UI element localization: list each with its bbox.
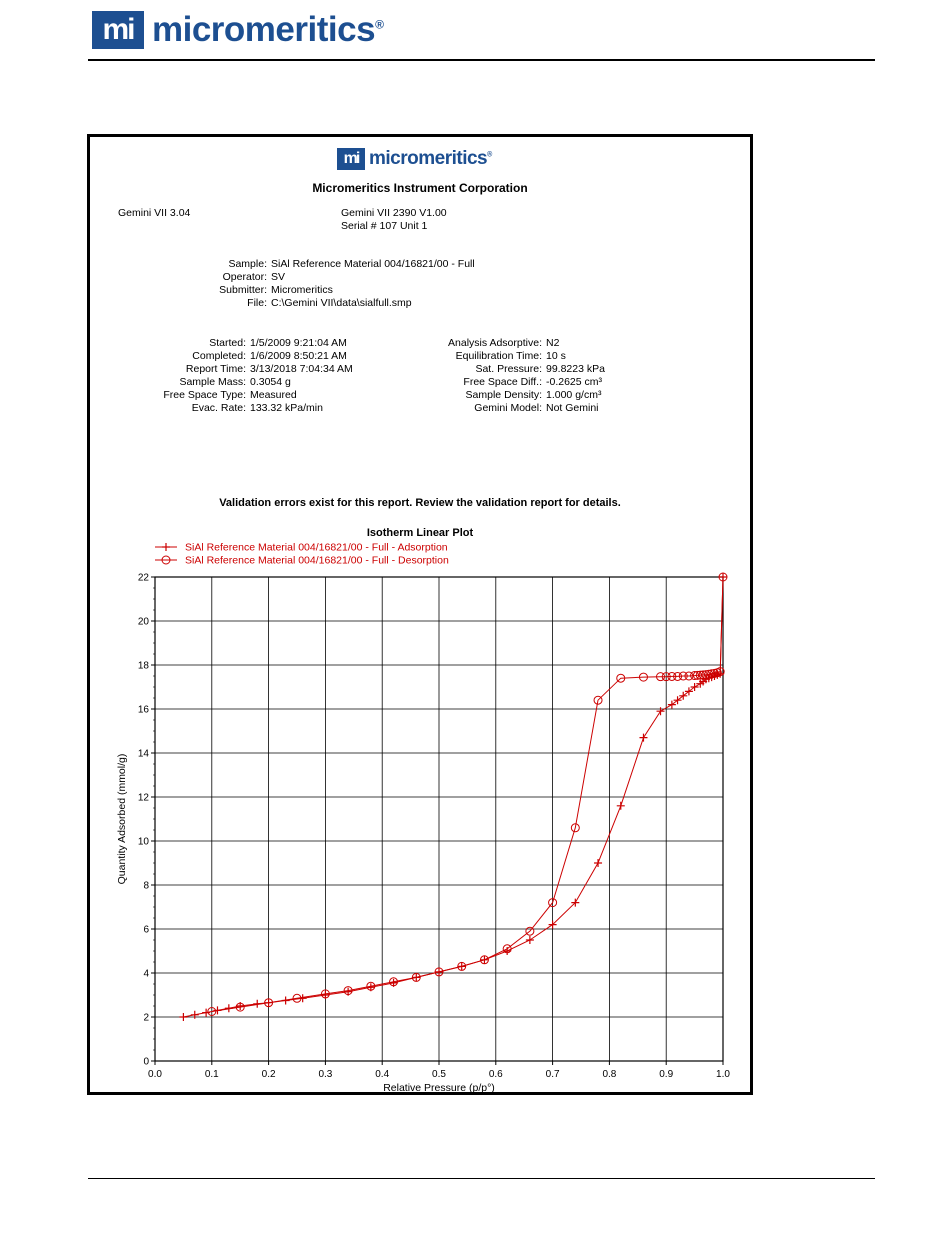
x-tick-label: 0.8 — [602, 1069, 617, 1080]
param-label: File: — [247, 297, 267, 309]
param-label: Equilibration Time: — [455, 350, 542, 362]
param-row — [93, 297, 475, 310]
y-tick-label: 6 — [143, 924, 149, 936]
param-value: 3/13/2018 7:04:34 AM — [250, 363, 353, 375]
param-row — [93, 389, 353, 402]
serial-number: Serial # 107 Unit 1 — [341, 220, 428, 232]
param-value: 133.32 kPa/min — [250, 402, 323, 414]
param-value: 1/5/2009 9:21:04 AM — [250, 337, 347, 349]
footer-rule — [88, 1178, 875, 1179]
param-value: Not Gemini — [546, 402, 599, 414]
series-line — [212, 577, 723, 1012]
param-label: Submitter: — [219, 284, 267, 296]
adsorption-point — [668, 701, 676, 709]
param-value: SV — [271, 271, 286, 283]
company-name: Micromeritics Instrument Corporation — [312, 181, 528, 195]
param-row — [93, 350, 353, 363]
isotherm-chart — [90, 537, 750, 1097]
param-row — [93, 258, 475, 271]
page-header-logo — [92, 8, 383, 52]
instrument-version: Gemini VII 2390 V1.00 — [341, 207, 447, 219]
x-tick-label: 0.1 — [204, 1069, 219, 1080]
x-tick-label: 0.2 — [261, 1069, 276, 1080]
param-label: Evac. Rate: — [191, 402, 246, 414]
x-axis-label: Relative Pressure (p/p°) — [383, 1082, 495, 1094]
param-row — [93, 337, 353, 350]
param-value: Measured — [250, 389, 297, 401]
legend-entry: SiAl Reference Material 004/16821/00 - Full - Adsorption — [185, 541, 448, 554]
param-row — [93, 271, 475, 284]
adsorption-point — [179, 1013, 187, 1021]
adsorption-point — [617, 802, 625, 810]
param-row — [435, 350, 605, 363]
param-row — [93, 284, 475, 297]
logo-mark: mi — [92, 11, 144, 49]
param-label: Report Time: — [185, 363, 246, 375]
y-tick-label: 12 — [137, 792, 149, 804]
param-row — [435, 402, 605, 415]
param-label: Operator: — [222, 271, 267, 283]
param-row — [435, 376, 605, 389]
sample-info-block — [93, 258, 475, 310]
report-logo-mark: mi — [337, 148, 365, 170]
report-logo-wordmark: micromeritics® — [369, 148, 492, 169]
param-row — [435, 337, 605, 350]
report-frame — [87, 134, 753, 1095]
param-row — [435, 389, 605, 402]
param-value: 10 s — [546, 350, 566, 362]
adsorption-point — [202, 1009, 210, 1017]
x-tick-label: 0.0 — [148, 1069, 162, 1080]
y-tick-label: 22 — [137, 572, 149, 584]
param-value: N2 — [546, 337, 560, 349]
header-rule — [88, 59, 875, 61]
legend-entry: SiAl Reference Material 004/16821/00 - Full - Desorption — [185, 554, 449, 567]
report-logo — [337, 148, 492, 170]
param-value: SiAl Reference Material 004/16821/00 - Full — [271, 258, 475, 270]
adsorption-point — [594, 859, 602, 867]
param-value: 0.3054 g — [250, 376, 291, 388]
right-params-block — [435, 337, 605, 415]
y-tick-label: 8 — [143, 880, 149, 892]
y-tick-label: 0 — [143, 1056, 149, 1068]
param-value: -0.2625 cm³ — [546, 376, 603, 388]
param-value: Micromeritics — [271, 284, 333, 296]
param-label: Free Space Diff.: — [463, 376, 542, 388]
legend-marker-plus — [162, 543, 170, 551]
param-value: C:\Gemini VII\data\sialfull.smp — [271, 297, 412, 309]
adsorption-point — [657, 707, 665, 715]
param-value: 1.000 g/cm³ — [546, 389, 602, 401]
param-row — [435, 363, 605, 376]
y-tick-label: 2 — [143, 1012, 149, 1024]
param-label: Started: — [209, 337, 246, 349]
x-tick-label: 0.6 — [488, 1069, 503, 1080]
x-tick-label: 0.3 — [318, 1069, 333, 1080]
x-tick-label: 1.0 — [716, 1069, 730, 1080]
adsorption-point — [639, 734, 647, 742]
y-tick-label: 4 — [143, 968, 149, 980]
software-version: Gemini VII 3.04 — [118, 207, 191, 219]
param-label: Completed: — [192, 350, 246, 362]
param-label: Free Space Type: — [163, 389, 246, 401]
param-row — [93, 363, 353, 376]
y-axis-label: Quantity Adsorbed (mmol/g) — [116, 753, 128, 885]
y-tick-label: 18 — [137, 660, 149, 672]
adsorption-point — [526, 936, 534, 944]
param-value: 99.8223 kPa — [546, 363, 605, 375]
x-tick-label: 0.5 — [432, 1069, 446, 1080]
param-row — [93, 376, 353, 389]
param-label: Sat. Pressure: — [475, 363, 542, 375]
param-label: Gemini Model: — [474, 402, 542, 414]
y-tick-label: 10 — [137, 836, 149, 848]
y-tick-label: 20 — [137, 616, 149, 628]
x-tick-label: 0.4 — [375, 1069, 390, 1080]
validation-warning: Validation errors exist for this report. Review the validation report for details. — [219, 497, 621, 509]
logo-wordmark: micromeritics® — [152, 10, 384, 49]
x-tick-label: 0.7 — [545, 1069, 560, 1080]
param-label: Sample: — [228, 258, 267, 270]
param-row — [93, 402, 353, 415]
param-label: Sample Density: — [465, 389, 542, 401]
param-value: 1/6/2009 8:50:21 AM — [250, 350, 347, 362]
y-tick-label: 16 — [137, 704, 149, 716]
param-label: Analysis Adsorptive: — [448, 337, 542, 349]
chart-title: Isotherm Linear Plot — [366, 527, 474, 539]
x-tick-label: 0.9 — [659, 1069, 674, 1080]
y-tick-label: 14 — [137, 748, 149, 760]
left-params-block — [93, 337, 353, 415]
adsorption-point — [191, 1011, 199, 1019]
param-label: Sample Mass: — [179, 376, 246, 388]
